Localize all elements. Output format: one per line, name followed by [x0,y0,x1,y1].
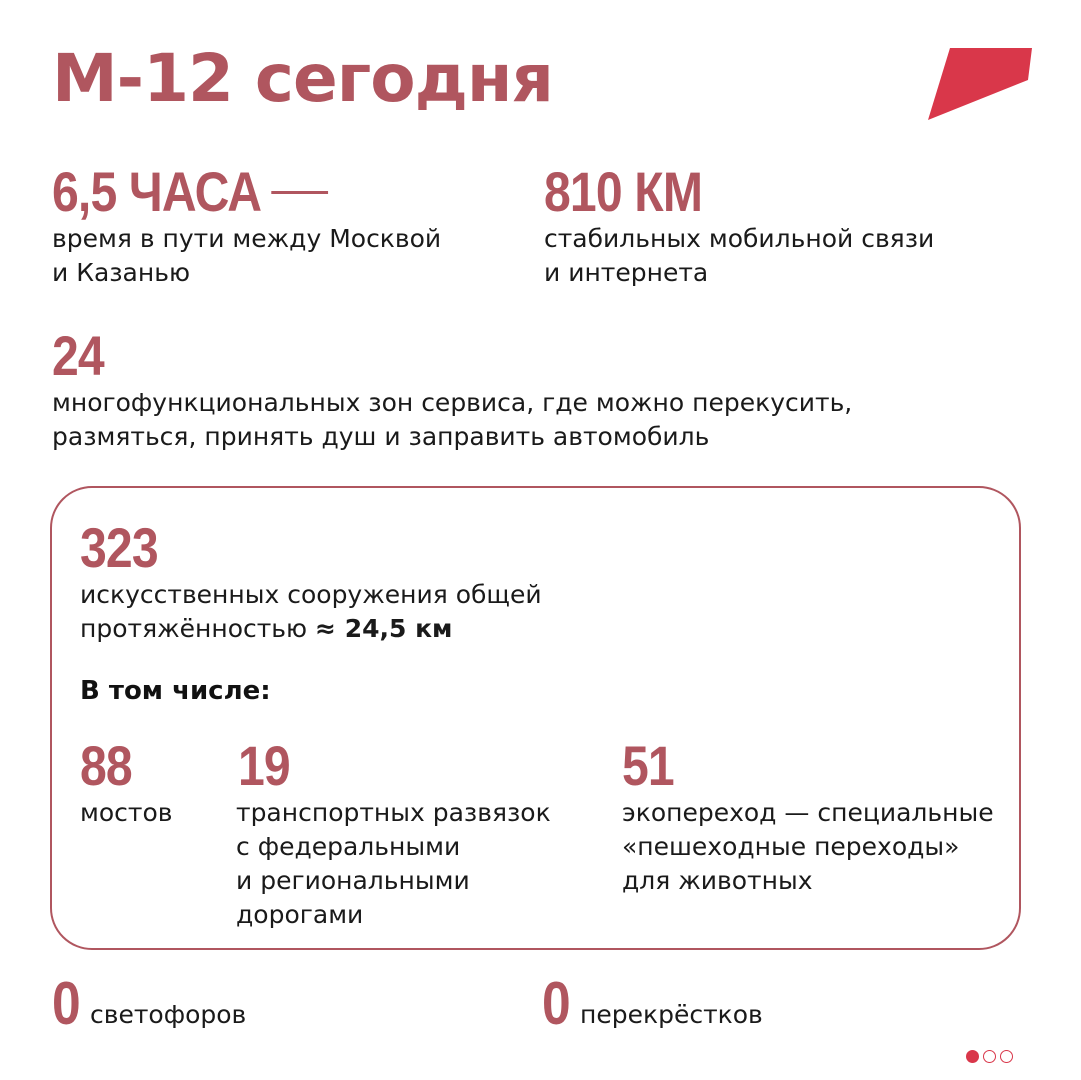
stat-distance-line1: стабильных мобильной связи [544,224,935,253]
card-subheading: В том числе: [80,676,271,706]
card-length-value: ≈ 24,5 км [315,614,453,643]
stat-distance-desc [544,222,934,290]
stat-zones-desc [52,386,852,454]
ecoducts-line: экопереход — специальные [622,798,994,827]
bridges-line: мостов [80,798,173,827]
pagination-dot-1[interactable] [966,1050,979,1063]
interchanges-value: 19 [238,734,290,797]
stat-time-value: 6,5 ЧАСА [52,164,328,220]
traffic-lights-label: светофоров [90,1000,247,1029]
stat-zones-line1: многофункциональных зон сервиса, где можно перекусить, [52,388,853,417]
interchanges-desc [236,796,551,932]
crossings-value: 0 [542,970,570,1037]
stat-time-desc [52,222,441,290]
interchanges-line: дорогами [236,900,364,929]
page-title: М-12 сегодня [52,40,553,117]
stat-time-line1: время в пути между Москвой [52,224,442,253]
ecoducts-line: «пешеходные переходы» [622,832,960,861]
pagination-dot-3[interactable] [1000,1050,1013,1063]
pagination-dot-2[interactable] [983,1050,996,1063]
interchanges-line: транспортных развязок [236,798,551,827]
dash-line [272,191,329,194]
ecoducts-value: 51 [622,734,674,797]
ecoducts-line: для животных [622,866,813,895]
interchanges-line: с федеральными [236,832,461,861]
ecoducts-desc [622,796,994,898]
pagination [966,1050,1013,1063]
card-desc [80,578,542,646]
card-desc-line1: искусственных сооружения общей [80,580,542,609]
interchanges-line: и региональными [236,866,470,895]
card-desc-line2 [80,612,542,646]
stat-zones-line2: размяться, принять душ и заправить автомобиль [52,422,710,451]
card-length-label: протяжённостью [80,614,308,643]
crossings-label: перекрёстков [580,1000,763,1029]
stat-time [52,160,373,223]
stat-distance-value: 810 КМ [544,160,703,223]
stat-distance-line2: и интернета [544,258,709,287]
flag-logo-icon [928,48,1032,120]
card-value: 323 [80,516,158,579]
bridges-desc [80,796,173,830]
stat-time-line2: и Казанью [52,258,191,287]
bridges-value: 88 [80,734,132,797]
stat-zones-value: 24 [52,324,104,387]
traffic-lights-value: 0 [52,970,80,1037]
